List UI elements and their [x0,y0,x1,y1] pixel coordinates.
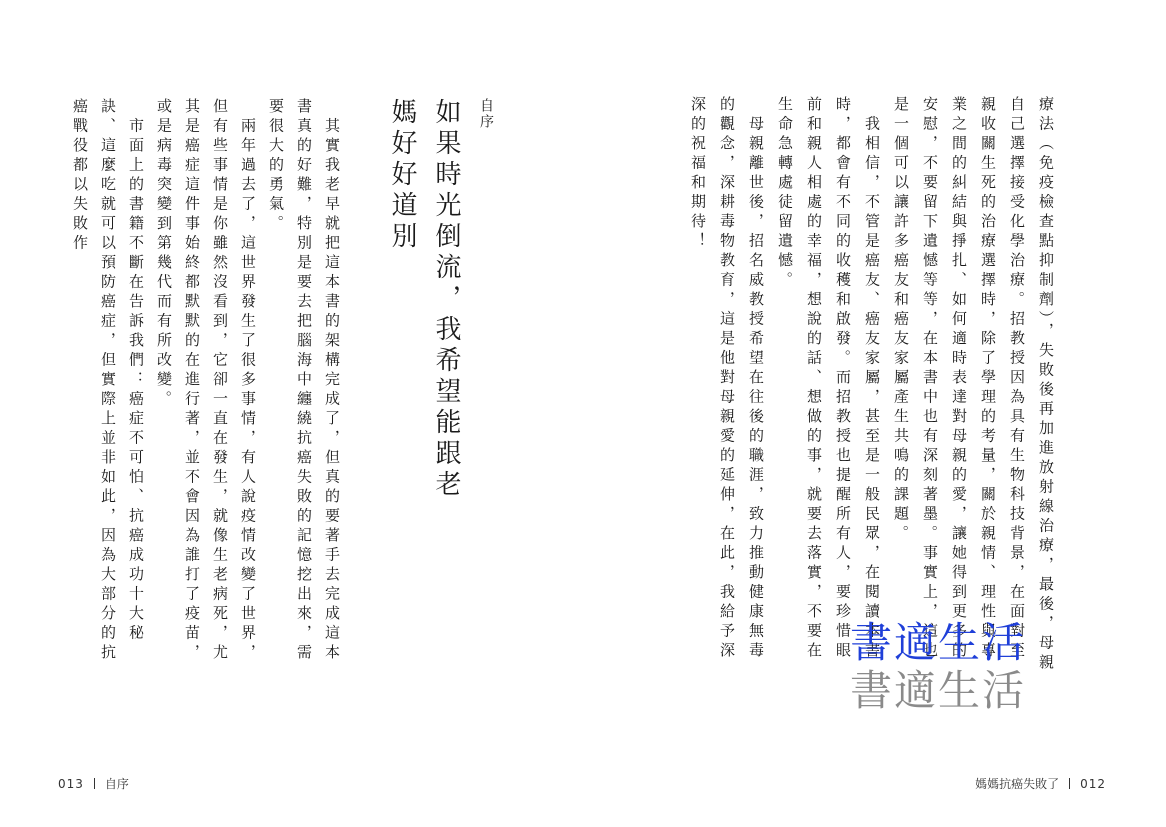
folio-right [975,775,1106,792]
right-paragraph-2: 我相信，不管是癌友、癌友家屬，甚至是一般民眾，在閱讀本書時，都會有不同的收穫和啟發。而招教授也提醒所有人，要珍惜眼前和親人相處的幸福，想說的話、想做的事，就要去落實，不要在生命急轉處徒留遺憾。 [776,96,881,662]
watermark-blue: 書適生活 [850,618,1027,667]
left-page-body [71,98,346,678]
left-paragraph-1: 其實我老早就把這本書的架構完成了，但真的要著手去完成這本書真的好難，特別是要去把腦海中纏繞抗癌失敗的記憶挖出來，需要很大的勇氣。 [267,98,341,664]
folio-book-title: 媽媽抗癌失敗了 [975,777,1060,791]
right-paragraph-1: 療法（免疫檢查點抑制劑），失敗後再加進放射線治療，最後，母親自己選擇接受化學治療。招教授因為具有生物科技背景，在面對至親收關生死的治療選擇時，除了學理的考量，關於親情、理性與專業之間的糾結與掙扎、如何適時表達對母親的愛，讓她得到更多的安慰，不要留下遺憾等等，在本書中也有深刻著墨。事實上，這也是一個可以讓許多癌友和癌友家屬產生共鳴的課題。 [892,96,1055,674]
chapter-title: 如果時光倒流，我希望能跟老媽好好道別 [387,98,461,501]
folio-left [58,775,129,792]
left-paragraph-2: 兩年過去了，這世界發生了很多事情，有人說疫情改變了世界，但有些事情是你雖然沒看到，它卻一直在發生，就像生老病死，尤其是癌症這件事始終都默默的在進行著，並不會因為誰打了疫苗，或是病毒突變到第幾代而有所改變。 [155,98,257,664]
watermark-gray: 書適生活 [850,666,1027,715]
right-page-body [590,96,1060,676]
right-paragraph-3: 母親離世後，招名威教授希望在往後的職涯，致力推動健康無毒的觀念，深耕毒物教育，這是他對母親愛的延伸，在此，我給予深深的祝福和期待！ [689,96,765,662]
folio-divider [1069,778,1070,789]
left-paragraph-3: 市面上的書籍不斷在告訴我們：癌症不可怕、抗癌成功十大秘訣、這麼吃就可以預防癌症，但實際上並非如此，因為大部分的抗癌戰役都以失敗作 [71,98,145,664]
folio-section: 自序 [104,777,129,791]
page-number-left: 013 [58,776,84,791]
folio-divider [94,778,95,789]
section-label: 自序 [478,98,494,130]
page-number-right: 012 [1080,776,1106,791]
